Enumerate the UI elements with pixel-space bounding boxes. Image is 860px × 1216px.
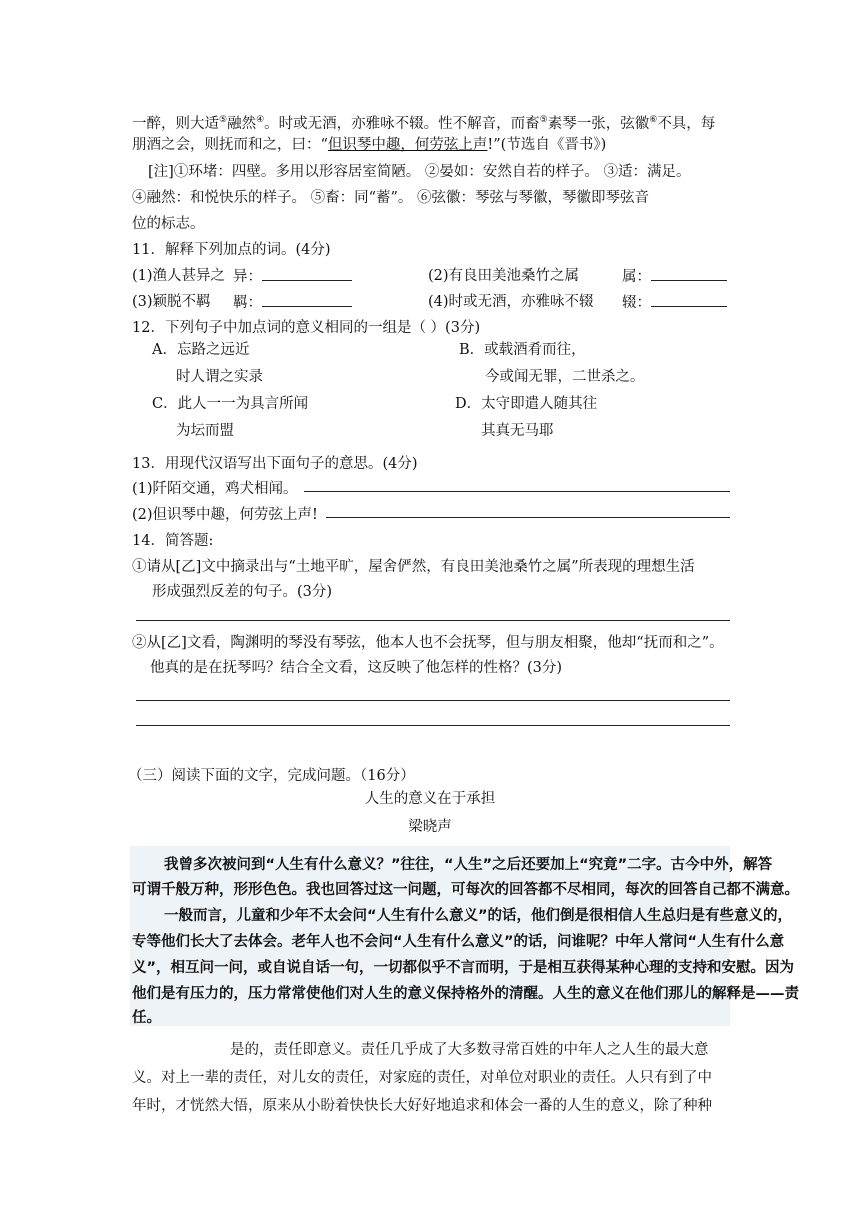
excerpt-line: 我曾多次被问到“人生有什么意义？”往往，“人生”之后还要加上“究竟”二字。古今中外，解答 xyxy=(164,857,773,873)
q11-item-2-answer xyxy=(622,266,727,287)
q12-option-b2: 今或闻无罪，二世杀之。 xyxy=(485,369,645,385)
q11-title: 11．解释下列加点的词。(4分) xyxy=(132,242,331,258)
excerpt-line: 他们是有压力的，压力常常使他们对人生的意义保持格外的清醒。人生的意义在他们那儿的解释是——责 xyxy=(132,986,799,1002)
answer-blank[interactable] xyxy=(262,292,352,307)
excerpt-line: 义”，相互问一问，或自说自话一句，一切都似乎不言而明，于是相互获得某种心理的支持和安慰。因为 xyxy=(132,960,795,976)
q12-option-d1: D．太守即遣人随其往 xyxy=(455,396,598,412)
q12-option-c1: C．此人一一为具言所闻 xyxy=(152,396,309,412)
passage-line-1 xyxy=(132,110,715,134)
q11-item-2 xyxy=(428,266,579,286)
article-line-1: 是的，责任即意义。责任几乎成了大多数寻常百姓的中年人之人生的最大意 xyxy=(230,1042,709,1058)
q11-word: 羁： xyxy=(233,295,262,311)
answer-line[interactable] xyxy=(304,491,730,492)
underlined-quote: 但识琴中趣，何劳弦上声 xyxy=(327,137,488,153)
notes-line-3: 位的标志。 xyxy=(132,216,205,232)
passage-source: !”(节选自《晋书》) xyxy=(487,137,607,153)
q11-sentence: (4)时或无酒，亦雅咏不辍 xyxy=(428,294,594,310)
passage-line-2 xyxy=(132,135,606,155)
q11-sentence: (1)渔人甚异之 xyxy=(132,268,226,284)
answer-line[interactable] xyxy=(136,700,730,701)
q11-item-4-answer xyxy=(622,292,727,313)
footnote-marker: ④ xyxy=(256,115,265,125)
q11-sentence: (3)颖脱不羁 xyxy=(132,294,211,310)
q11-word: 属： xyxy=(622,269,651,285)
q12-option-a2: 时人谓之实录 xyxy=(176,369,263,385)
answer-line[interactable] xyxy=(136,725,730,726)
q11-item-3 xyxy=(132,292,211,312)
notes-line-2: ④融然：和悦快乐的样子。 ⑤畜：同“蓄”。 ⑥弦徽：琴弦与琴徽，琴徽即琴弦音 xyxy=(132,190,650,206)
excerpt-line: 一般而言，儿童和少年不太会问“人生有什么意义”的话，他们倒是很相信人生总归是有些意义的， xyxy=(164,908,793,924)
answer-line[interactable] xyxy=(326,517,730,518)
passage-text: 一醉，则大适 xyxy=(132,115,219,132)
q14-prompt-2b: 他真的是在抚琴吗？结合全文看，这反映了他怎样的性格？(3分) xyxy=(150,660,563,676)
q12-option-a1: A．忘路之远近 xyxy=(152,342,250,358)
section-heading: （三）阅读下面的文字，完成问题。（16分） xyxy=(128,768,415,784)
footnote-marker: ⑤ xyxy=(539,115,548,125)
excerpt-line: 任。 xyxy=(132,1010,161,1026)
q12-option-d2: 其真无马耶 xyxy=(481,423,554,439)
article-line-2: 义。对上一辈的责任，对儿女的责任，对家庭的责任，对单位对职业的责任。人只有到了中 xyxy=(132,1070,712,1086)
q11-item-1-answer xyxy=(233,266,352,287)
passage-text: 不具，每 xyxy=(657,115,716,132)
passage-text: 。时或无酒，亦雅咏不辍。性不解音，而畜 xyxy=(264,115,540,132)
q11-word: 辍： xyxy=(622,295,651,311)
article-author: 梁晓声 xyxy=(408,819,452,835)
passage-text: 融然 xyxy=(227,115,257,132)
q13-sentence-1: (1)阡陌交通，鸡犬相闻。 xyxy=(132,481,298,497)
q11-sentence: (2)有良田美池桑竹之属 xyxy=(428,268,580,284)
q13-title: 13．用现代汉语写出下面句子的意思。(4分) xyxy=(132,456,418,472)
article-title: 人生的意义在于承担 xyxy=(364,791,496,807)
answer-blank[interactable] xyxy=(262,266,352,281)
q11-item-1 xyxy=(132,266,225,286)
excerpt-line: 专等他们长大了去体会。老年人也不会问“人生有什么意义”的话，问谁呢？中年人常问“人生有什么意 xyxy=(132,934,785,950)
scanned-excerpt xyxy=(130,846,799,1026)
article-line-3: 年时，才恍然大悟，原来从小盼着快快长大好好地追求和体会一番的人生的意义，除了种种 xyxy=(132,1098,712,1114)
answer-blank[interactable] xyxy=(651,292,727,307)
notes-line-1: [注]①环堵：四壁。多用以形容居室简陋。 ②晏如：安然自若的样子。 ③适：满足。 xyxy=(148,164,691,180)
q13-sentence-2: (2)但识琴中趣，何劳弦上声! xyxy=(132,507,318,523)
passage-text: 朋酒之会，则抚而和之，曰：“ xyxy=(132,137,328,153)
answer-blank[interactable] xyxy=(651,266,727,281)
q14-prompt-2a: ②从[乙]文看，陶渊明的琴没有琴弦，他本人也不会抚琴，但与朋友相聚，他却“抚而和之”。 xyxy=(132,635,724,651)
q11-item-4 xyxy=(428,292,594,312)
q11-word: 异： xyxy=(233,269,262,285)
q14-prompt-1b: 形成强烈反差的句子。(3分) xyxy=(152,584,333,600)
q11-item-3-answer xyxy=(233,292,352,313)
q14-title: 14．简答题: xyxy=(132,533,214,549)
excerpt-line: 可谓千般万种，形形色色。我也回答过这一问题，可每次的回答都不尽相同，每次的回答自己都不满意。 xyxy=(132,882,799,898)
answer-line[interactable] xyxy=(136,620,730,621)
q12-option-b1: B．或载酒肴而往， xyxy=(459,342,586,358)
footnote-marker: ⑤ xyxy=(219,115,228,125)
q12-title: 12．下列句子中加点词的意义相同的一组是（ ）(3分) xyxy=(132,320,481,336)
passage-text: 素琴一张，弦徽 xyxy=(547,115,650,132)
q12-option-c2: 为坛而盟 xyxy=(176,423,234,439)
footnote-marker: ⑥ xyxy=(649,115,658,125)
q14-prompt-1a: ①请从[乙]文中摘录出与“土地平旷，屋舍俨然，有良田美池桑竹之属”所表现的理想生活 xyxy=(132,559,695,575)
